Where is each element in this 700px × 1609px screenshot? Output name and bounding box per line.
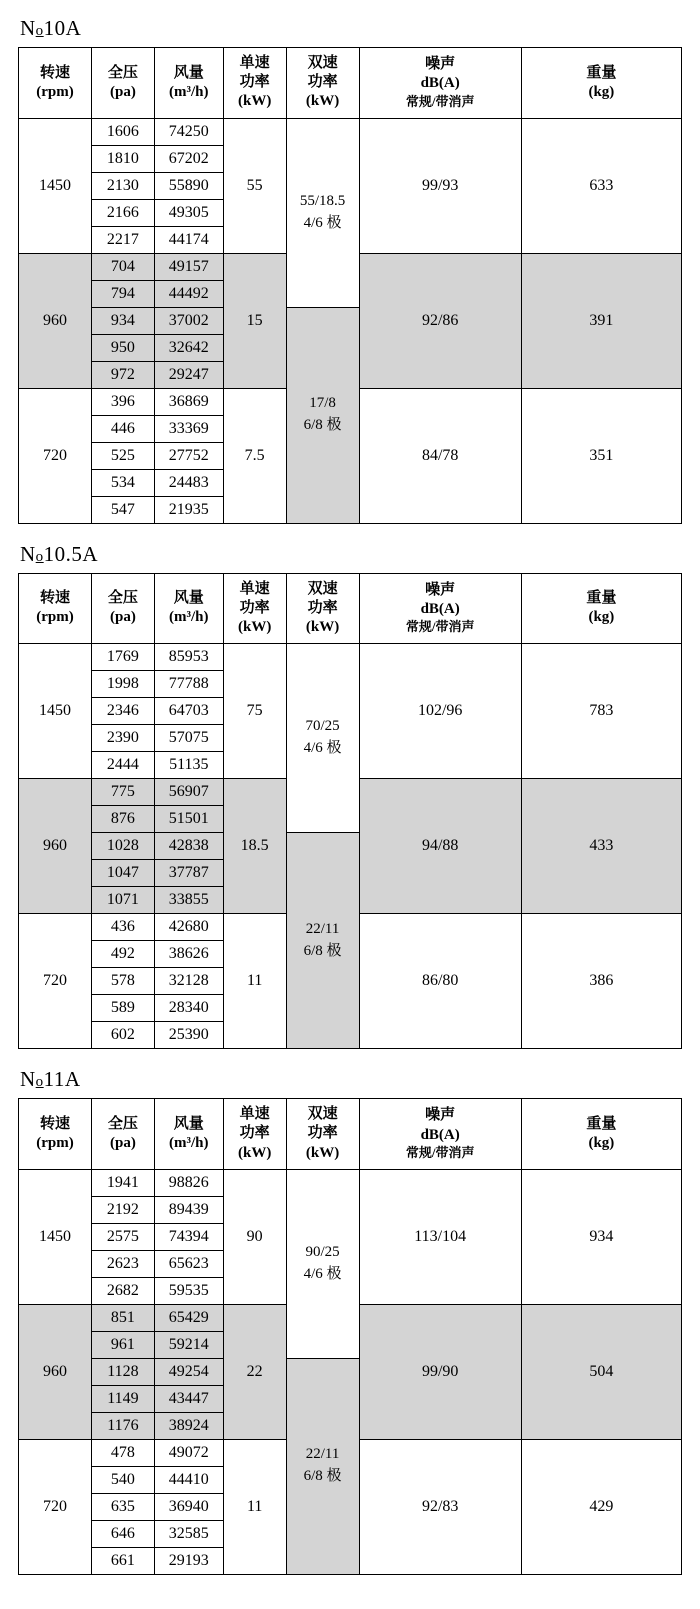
cell-flow: 29247 <box>154 361 223 388</box>
cell-flow: 29193 <box>154 1547 223 1574</box>
cell-power-dual: 55/18.5 4/6 极 <box>286 118 359 307</box>
cell-power-single: 7.5 <box>223 388 286 523</box>
spec-table <box>18 47 682 524</box>
cell-pressure: 1071 <box>91 887 154 914</box>
title-prefix: N <box>20 541 36 566</box>
cell-power-single: 15 <box>223 253 286 388</box>
cell-rpm: 1450 <box>19 118 92 253</box>
cell-pressure: 2130 <box>91 172 154 199</box>
cell-flow: 49072 <box>154 1439 223 1466</box>
cell-flow: 32128 <box>154 968 223 995</box>
cell-rpm: 720 <box>19 1439 92 1574</box>
cell-flow: 28340 <box>154 995 223 1022</box>
cell-pressure: 1176 <box>91 1412 154 1439</box>
table-row <box>19 1169 682 1196</box>
cell-pressure: 525 <box>91 442 154 469</box>
cell-rpm: 1450 <box>19 1169 92 1304</box>
cell-flow: 55890 <box>154 172 223 199</box>
cell-rpm: 960 <box>19 1304 92 1439</box>
title-sub: o <box>35 1074 44 1091</box>
title-sub: o <box>35 548 44 565</box>
cell-pressure: 492 <box>91 941 154 968</box>
table-header-row <box>19 573 682 644</box>
cell-pressure: 436 <box>91 914 154 941</box>
col-header-power-single: 单速 功率 (kW) <box>223 48 286 119</box>
spec-table <box>18 573 682 1050</box>
cell-pressure: 1769 <box>91 644 154 671</box>
cell-pressure: 1149 <box>91 1385 154 1412</box>
col-header-rpm: 转速 (rpm) <box>19 1099 92 1170</box>
cell-weight: 391 <box>521 253 681 388</box>
cell-flow: 49157 <box>154 253 223 280</box>
cell-pressure: 775 <box>91 779 154 806</box>
cell-flow: 33855 <box>154 887 223 914</box>
cell-pressure: 396 <box>91 388 154 415</box>
cell-noise: 99/90 <box>359 1304 521 1439</box>
cell-flow: 65623 <box>154 1250 223 1277</box>
cell-flow: 25390 <box>154 1022 223 1049</box>
cell-pressure: 2346 <box>91 698 154 725</box>
cell-weight: 429 <box>521 1439 681 1574</box>
cell-flow: 24483 <box>154 469 223 496</box>
cell-rpm: 1450 <box>19 644 92 779</box>
cell-pressure: 589 <box>91 995 154 1022</box>
cell-flow: 21935 <box>154 496 223 523</box>
cell-flow: 64703 <box>154 698 223 725</box>
cell-noise: 102/96 <box>359 644 521 779</box>
cell-weight: 934 <box>521 1169 681 1304</box>
cell-pressure: 646 <box>91 1520 154 1547</box>
cell-noise: 94/88 <box>359 779 521 914</box>
cell-power-single: 55 <box>223 118 286 253</box>
col-header-pressure: 全压 (pa) <box>91 1099 154 1170</box>
cell-flow: 36940 <box>154 1493 223 1520</box>
table-header-row <box>19 1099 682 1170</box>
cell-flow: 51135 <box>154 752 223 779</box>
table-header-row <box>19 48 682 119</box>
cell-pressure: 635 <box>91 1493 154 1520</box>
cell-flow: 44410 <box>154 1466 223 1493</box>
col-header-noise: 噪声 dB(A) 常规/带消声 <box>359 1099 521 1170</box>
col-header-noise: 噪声 dB(A) 常规/带消声 <box>359 573 521 644</box>
cell-pressure: 2192 <box>91 1196 154 1223</box>
cell-noise: 92/86 <box>359 253 521 388</box>
cell-noise: 84/78 <box>359 388 521 523</box>
cell-flow: 36869 <box>154 388 223 415</box>
col-header-weight: 重量 (kg) <box>521 48 681 119</box>
cell-power-single: 90 <box>223 1169 286 1304</box>
col-header-rpm: 转速 (rpm) <box>19 48 92 119</box>
cell-pressure: 547 <box>91 496 154 523</box>
cell-pressure: 2575 <box>91 1223 154 1250</box>
spec-section-no11a <box>18 1067 682 1575</box>
col-header-power-single: 单速 功率 (kW) <box>223 1099 286 1170</box>
cell-flow: 42838 <box>154 833 223 860</box>
col-header-noise: 噪声 dB(A) 常规/带消声 <box>359 48 521 119</box>
table-row <box>19 644 682 671</box>
col-header-flow: 风量 (m³/h) <box>154 1099 223 1170</box>
cell-pressure: 661 <box>91 1547 154 1574</box>
cell-flow: 44492 <box>154 280 223 307</box>
cell-flow: 37002 <box>154 307 223 334</box>
cell-pressure: 1128 <box>91 1358 154 1385</box>
table-row <box>19 118 682 145</box>
cell-rpm: 720 <box>19 914 92 1049</box>
col-header-rpm: 转速 (rpm) <box>19 573 92 644</box>
cell-power-dual: 22/11 6/8 极 <box>286 833 359 1049</box>
cell-pressure: 961 <box>91 1331 154 1358</box>
cell-pressure: 2217 <box>91 226 154 253</box>
spec-section-no10-5a <box>18 542 682 1050</box>
title-sub: o <box>35 23 44 39</box>
cell-pressure: 2682 <box>91 1277 154 1304</box>
cell-flow: 89439 <box>154 1196 223 1223</box>
cell-pressure: 578 <box>91 968 154 995</box>
cell-flow: 65429 <box>154 1304 223 1331</box>
col-header-power-single: 单速 功率 (kW) <box>223 573 286 644</box>
cell-flow: 74250 <box>154 118 223 145</box>
col-header-flow: 风量 (m³/h) <box>154 573 223 644</box>
cell-flow: 32642 <box>154 334 223 361</box>
cell-pressure: 534 <box>91 469 154 496</box>
cell-weight: 633 <box>521 118 681 253</box>
cell-pressure: 1028 <box>91 833 154 860</box>
title-prefix: N <box>20 1067 36 1092</box>
cell-pressure: 794 <box>91 280 154 307</box>
cell-pressure: 2390 <box>91 725 154 752</box>
title-suffix: 10.5A <box>43 541 99 566</box>
col-header-pressure: 全压 (pa) <box>91 573 154 644</box>
cell-flow: 38626 <box>154 941 223 968</box>
cell-weight: 386 <box>521 914 681 1049</box>
cell-pressure: 1606 <box>91 118 154 145</box>
cell-flow: 33369 <box>154 415 223 442</box>
cell-pressure: 2623 <box>91 1250 154 1277</box>
cell-pressure: 602 <box>91 1022 154 1049</box>
cell-flow: 49254 <box>154 1358 223 1385</box>
spec-section-no10a <box>18 16 682 524</box>
cell-pressure: 478 <box>91 1439 154 1466</box>
cell-flow: 57075 <box>154 725 223 752</box>
cell-flow: 49305 <box>154 199 223 226</box>
spec-table <box>18 1098 682 1575</box>
cell-flow: 67202 <box>154 145 223 172</box>
cell-flow: 32585 <box>154 1520 223 1547</box>
cell-power-dual: 70/25 4/6 极 <box>286 644 359 833</box>
cell-flow: 43447 <box>154 1385 223 1412</box>
cell-flow: 27752 <box>154 442 223 469</box>
cell-weight: 433 <box>521 779 681 914</box>
cell-flow: 85953 <box>154 644 223 671</box>
cell-flow: 74394 <box>154 1223 223 1250</box>
cell-pressure: 446 <box>91 415 154 442</box>
cell-flow: 98826 <box>154 1169 223 1196</box>
cell-noise: 113/104 <box>359 1169 521 1304</box>
page-title-no11a <box>20 1067 682 1092</box>
cell-pressure: 876 <box>91 806 154 833</box>
cell-rpm: 960 <box>19 779 92 914</box>
cell-power-single: 11 <box>223 914 286 1049</box>
cell-pressure: 1810 <box>91 145 154 172</box>
cell-pressure: 1941 <box>91 1169 154 1196</box>
cell-pressure: 2166 <box>91 199 154 226</box>
cell-pressure: 972 <box>91 361 154 388</box>
col-header-weight: 重量 (kg) <box>521 573 681 644</box>
cell-rpm: 720 <box>19 388 92 523</box>
cell-power-dual: 22/11 6/8 极 <box>286 1358 359 1574</box>
cell-weight: 504 <box>521 1304 681 1439</box>
cell-flow: 44174 <box>154 226 223 253</box>
cell-power-single: 75 <box>223 644 286 779</box>
title-suffix: 11A <box>43 1067 81 1092</box>
cell-power-single: 22 <box>223 1304 286 1439</box>
cell-pressure: 540 <box>91 1466 154 1493</box>
col-header-weight: 重量 (kg) <box>521 1099 681 1170</box>
cell-power-dual: 90/25 4/6 极 <box>286 1169 359 1358</box>
col-header-pressure: 全压 (pa) <box>91 48 154 119</box>
cell-noise: 86/80 <box>359 914 521 1049</box>
col-header-flow: 风量 (m³/h) <box>154 48 223 119</box>
cell-power-dual: 17/8 6/8 极 <box>286 307 359 523</box>
cell-pressure: 934 <box>91 307 154 334</box>
cell-pressure: 950 <box>91 334 154 361</box>
cell-pressure: 704 <box>91 253 154 280</box>
cell-weight: 351 <box>521 388 681 523</box>
cell-pressure: 1998 <box>91 671 154 698</box>
cell-flow: 38924 <box>154 1412 223 1439</box>
cell-rpm: 960 <box>19 253 92 388</box>
cell-flow: 77788 <box>154 671 223 698</box>
cell-noise: 99/93 <box>359 118 521 253</box>
cell-flow: 42680 <box>154 914 223 941</box>
cell-flow: 56907 <box>154 779 223 806</box>
cell-noise: 92/83 <box>359 1439 521 1574</box>
page-title-no10-5a <box>20 542 682 567</box>
cell-flow: 59535 <box>154 1277 223 1304</box>
title-prefix: N <box>20 16 36 40</box>
col-header-power-dual: 双速 功率 (kW) <box>286 48 359 119</box>
title-suffix: 10A <box>43 16 82 40</box>
col-header-power-dual: 双速 功率 (kW) <box>286 573 359 644</box>
cell-pressure: 851 <box>91 1304 154 1331</box>
col-header-power-dual: 双速 功率 (kW) <box>286 1099 359 1170</box>
cell-pressure: 1047 <box>91 860 154 887</box>
cell-power-single: 18.5 <box>223 779 286 914</box>
cell-power-single: 11 <box>223 1439 286 1574</box>
cell-pressure: 2444 <box>91 752 154 779</box>
page-title-no10a <box>20 16 682 41</box>
cell-flow: 37787 <box>154 860 223 887</box>
cell-weight: 783 <box>521 644 681 779</box>
cell-flow: 51501 <box>154 806 223 833</box>
cell-flow: 59214 <box>154 1331 223 1358</box>
